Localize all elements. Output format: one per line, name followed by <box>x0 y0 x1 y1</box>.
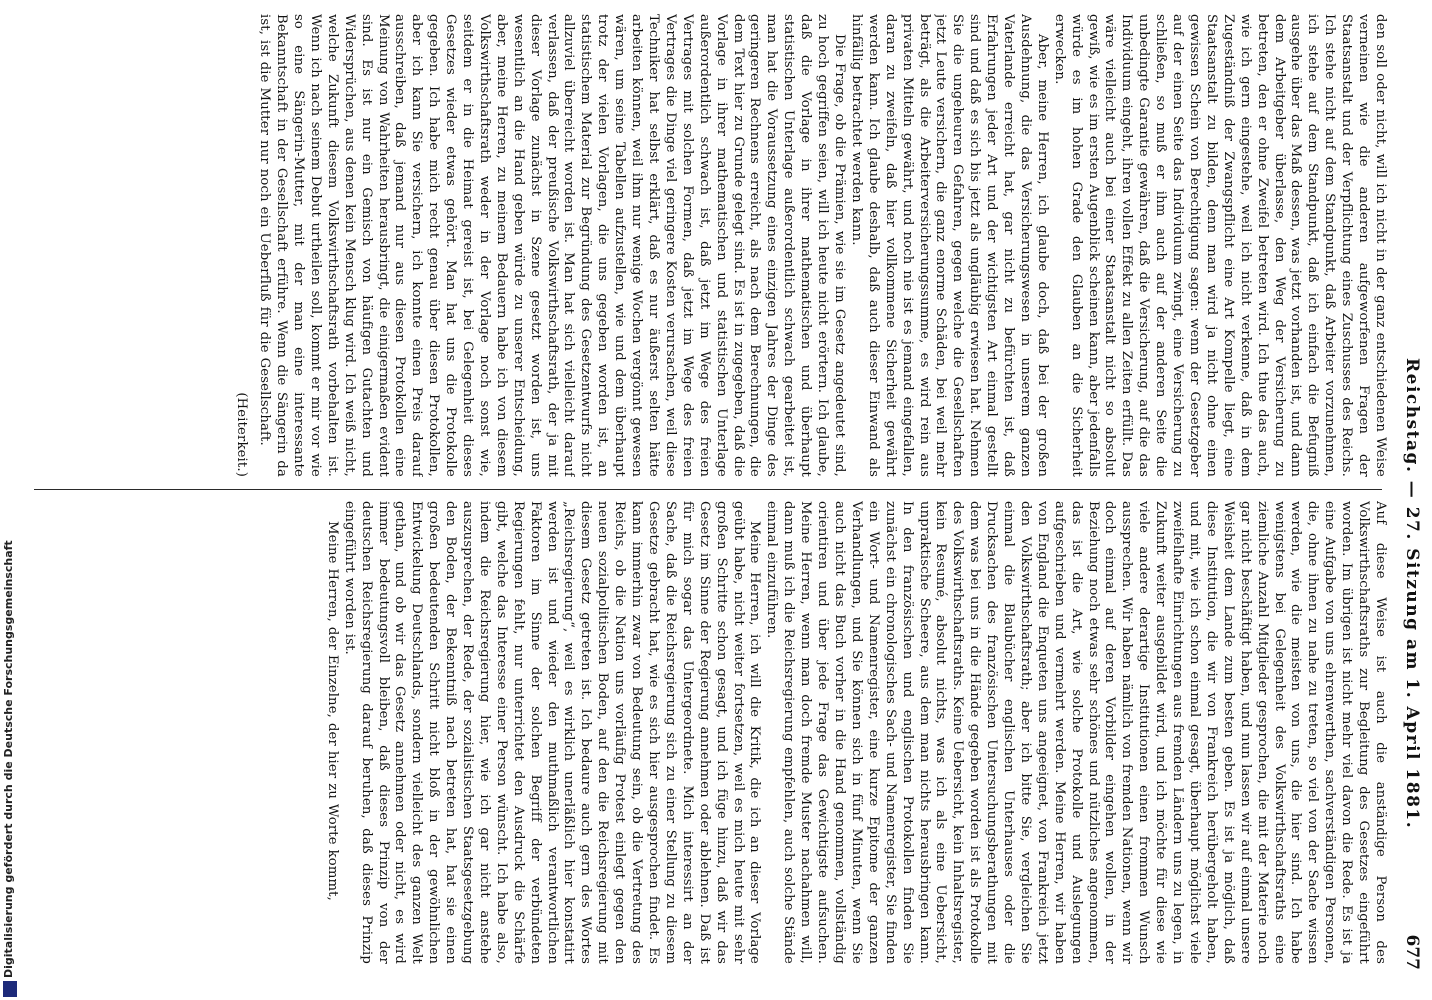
paragraph: Meine Herren, der Einzelne, der hier zu Worte kommt, <box>324 521 340 901</box>
paragraph: Die Frage, ob die Prämien, wie sie im Gesetz angedeutet sind, zu hoch gegriffen seien, will ich heute nicht erörtern. Ich glaube, daß die Vorlage in ihrer mathematischen und überhaupt statistischen Unterlage außerordentlich schwach gearbeitet ist, man hat die Voraussetzung eines einzigen Jahres der Dinge des geringeren Rechnens erreicht, als nach dem Berechnungen, die dem Text hier zu Grunde gelegt sind. Es ist in zugegeben, daß die Vorlage in ihrer mathematischen und statistischen Unterlage außerordentlich schwach ist, daß jetzt im Wege des freien Vertrages mit solchen Formen, daß jetzt im Wege des freien Vertrages die Dinge viel geringere Kosten verursachen, weil diese Techniker hat selbst erklärt, daß es nur äußerst selten hätte arbeiten können, weil ihm nur wenige Wochen vergönnt gewesen wären, um seine Tabellen aufzustellen, wie und dem überhaupt trotz der vielen Vorlagen, die uns gegeben worden ist, an statistischem Material zur Begründung des Gesetzentwurfs nicht allzuviel überreicht worden ist. Man hat sich vielleicht darauf verlassen, daß der preußische Volkswirthschaftsrath, der ja mit dieser Vorlage zunächst in Szene gesetzt worden ist, uns wesentlich an die Hand geben würde zu unserer Entscheidung, aber, meine Herren, zu meinem Bedauern habe ich von diesem Volkswirthschaftsrath weder in der Vorlage noch sonst wie, seitdem er in die Heimat gereist ist, bei Gelegenheit dieses Gesetzes wieder etwas gehört. Man hat uns die Protokolle gegeben. Ich habe mich recht genau über diesen Protokollen, aber ich kann Sie versichern, ich konnte einen Preis darauf ausschreiben, daß jemand nur aus diesen Protokollen eine Meinung von Wahrheiten herausbringt, die einigermaßen evident sind. Es ist nur ein Gemisch von häufigen Gutachten und Widersprüchen, aus denen kein Mensch klug wird. Ich weiß nicht, welche Zukunft diesem Volkswirthschaftsrath vorbehalten ist. Wenn ich nach seinem Debut urtheilen soll, kommt er mir vor wie so eine Sängerin-Mutter, mit der man eine interessante Bekanntschaft in der Gesellschaft erführe. Wenn die Sängerin da ist, ist die Mutter nur noch ein Ueberfluß für die Gesellschaft. <box>257 14 847 477</box>
text-columns <box>30 14 1388 970</box>
page-header <box>1392 18 1426 970</box>
right-column <box>30 501 1388 964</box>
left-column <box>30 14 1388 477</box>
paragraph: Meine Herren, ich will die Kritik, die ich an dieser Vorlage geübt habe, nicht weiter fortsetzen, weil es mich heute mit sehr großen Schritte schon gesagt, und ich füge hinzu, daß wir das Gesetz im Sinne der Regierung annehmen oder ablehnen. Daß ist für mich sogar das Untergeordnete. Mich interessirt an der Sache, daß die Reichsregierung sich zu einer Stellung zu diesem Gesetze gebracht hat, wie es sich hier ausgesprochen findet. Es kann immerhin zwar von Bedeutung sein, ob die Vertretung des Reichs, ob die Nation uns vorläufig Protest einlegt gegen den neuen sozialpolitischen Boden, auf den die Reichsregierung mit diesem Gesetz getreten ist. Ich bedaure auch gern des Wortes „Reichsregierung“, weil es wirklich unerläßlich hier konstatirt werden ist und wieder den muthmaßlich verantwortlichen Faktoren im Sinne der solchen Begriff der verbündeten Regierungen fehlt, nur unterrichtet den Ausdruck die Schärfe gibt, welche das Interesse einer Person wünscht. Ich habe also, indem die Reichsregierung hier, wie ich gar nicht anstehe auszusprechen, der Rede, der sozialistischen Staatsgesetzgebung den Boden, der Bekenntniß nach betreten hat, hat sie einen großen bedeutenden Schritt nicht bloß in der gewöhnlichen Entwickelung Deutschlands, sondern vielleicht des ganzen Welt gethan, und ob wir das Gesetz annehmen oder nicht, es wird immer bedeutungsvoll bleiben, daß dieses Prinzip von der deutschen Reichsregierung darauf beruhen, daß dieses Prinzip eingeführt worden ist. <box>341 501 763 964</box>
digitization-footer <box>0 0 20 1000</box>
stage-direction: (Heiterkeit.) <box>234 392 250 477</box>
dfg-logo <box>3 981 17 997</box>
paragraph: Aber, meine Herren, ich glaube doch, daß bei der großen Ausdehnung, die das Versicherungswesen in unserem ganzen Vaterlande erreicht hat, gar nicht zu befürchten ist, daß Erfahrungen jeder Art und der wichtigsten Art einmal gestellt sind und daß es sich bis jetzt als ungläubig erwiesen hat. Nehmen Sie die ungeheuren Gefahren, gegen welche die Gesellschaften jetzt Leute versichern, die ganz enorme Schäden, bei weil mehr beträgt, als die Arbeiterversicherungssumme, es wird rein aus privaten Mitteln gewährt, und noch nie ist es jemand eingefallen, daran zu zweifeln, daß hier vollkommene Sicherheit gewährt werden kann. Ich glaube deshalb, daß auch dieser Einwand als hinfällig betrachtet werden kann. <box>848 14 1050 477</box>
paragraph: den soll oder nicht, will ich nicht in der ganz entschiedenen Weise verneinen wie die anderen aufgeworfenen Fragen der Staatsanstalt und der Verpflichtung eines Zuschusses des Reichs. Ich stehe nicht auf dem Standpunkt, daß Arbeiter vorzunehmen, ich stehe auf dem Standpunkt, daß ich einfach die Befugniß ausgehe über das Maß dessen, was jetzt vorhanden ist, und dann dem Arbeitgeber überlasse, den Weg der Versicherung zu betreten, den er ohne Zweifel betreten wird. Ich thue das auch, wie ich gern eingestehe, weil ich nicht verkenne, daß in dem Zugeständniß der Zwangspflicht eine Art Kompelle liegt, eine Staatsanstalt zu bilden, denn man wird ja nicht ohne einen gewissen Schein von Berechtigung sagen: wenn der Gesetzgeber auf der einen Seite das Individuum zwingt, eine Versicherung zu schließen, so muß er ihm auch auf der anderen Seite die unbedingte Garantie gewähren, daß die Versicherung, auf die das Individuum eingeht, ihren vollen Effekt zu allen Zeiten erfüllt. Das wäre vielleicht auch bei einer Staatsanstalt nicht so absolut gewiß, wie es im ersten Augenblick scheinen kann, aber jedenfalls würde es im hohen Grade den Glauben an die Sicherheit erwecken. <box>1051 14 1388 477</box>
digitization-note: Digitalisierung gefördert durch die Deutsche Forschungsgemeinschaft <box>2 540 15 978</box>
page-title: Reichstag. — 27. Sitzung am 1. April 1881. <box>1402 358 1422 830</box>
paragraph: Auf diese Weise ist auch die anständige Person des Volkswirthschaftsraths zur Begleitung des Gesetzes eingeführt worden. Im übrigen ist nicht mehr viel davon die Rede. Es ist ja eine Aufgabe von uns ehrenwerthen, sachverständigen Personen, die, ohne ihnen zu nahe zu treten, so viel von der Sache wissen werden, wie die meisten von uns, die hier sind. Ich habe wenigstens bei Gelegenheit des Volkswirthschaftsraths eine ziemliche Anzahl Mitglieder gesprochen, die mit der Materie noch gar nicht beschäftigt haben, und nun lassen wir auf einmal unsere Weisheit dem Lande zum besten geben. Es ist ja möglich, daß diese Institution, die wir von Frankreich herübergeholt haben, und mit, wie ich schon einmal gesagt, überhaupt möglichst viele zweifelhafte Einrichtungen aus fremden Ländern uns zu legen, in Zukunft weiter ausgebildet wird, und ich möchte für diese wie viele andere derartige Institutionen einen frommen Wunsch aussprechen. Wir haben nämlich von fremden Nationen, wenn wir doch einmal auf deren Vorbilder eingehen wollen, in der Beziehung noch etwas sehr schönes und nützliches angenommen, das ist die Art, wie solche Protokolle und Auslegungen aufgeschrieben und vermehrt werden. Meine Herren, wir haben von England die Enqueten uns angeeignet, von Frankreich jetzt den Volkswirthschaftsrath; aber ich bitte Sie, vergleichen Sie einmal die Blaubücher englischen Unterhauses oder die Drucksachen des französischen Untersuchungsberathungen mit dem was bei uns in die Hände gegeben worden ist als Protokolle des Volkswirthschaftsraths. Keine Uebersicht, kein Inhaltsregister, kein Resumé, absolut nichts, was ich als eine Uebersicht, unpraktische Scheere, aus dem man nichts herausbringen kann. In den französischen und englischen Protokollen finden Sie zunächst ein chronologisches Sach- und Namenregister, Sie finden ein Wort- und Namenregister, eine kurze Epitome der ganzen Verhandlungen, und Sie können sich in fünf Minuten, wenn Sie auch nicht das Buch vorher in die Hand genommen, vollständig orientiren und über jede Frage das Gewichtigste aufsuchen. Meine Herren, wenn man doch fremde Muster nachahmen will, dann muß ich die Reichsregierung empfehlen, auch solche Stände einmal einzuführen. <box>764 501 1388 964</box>
page-number: 677 <box>1402 934 1422 970</box>
column-divider <box>34 489 1382 490</box>
